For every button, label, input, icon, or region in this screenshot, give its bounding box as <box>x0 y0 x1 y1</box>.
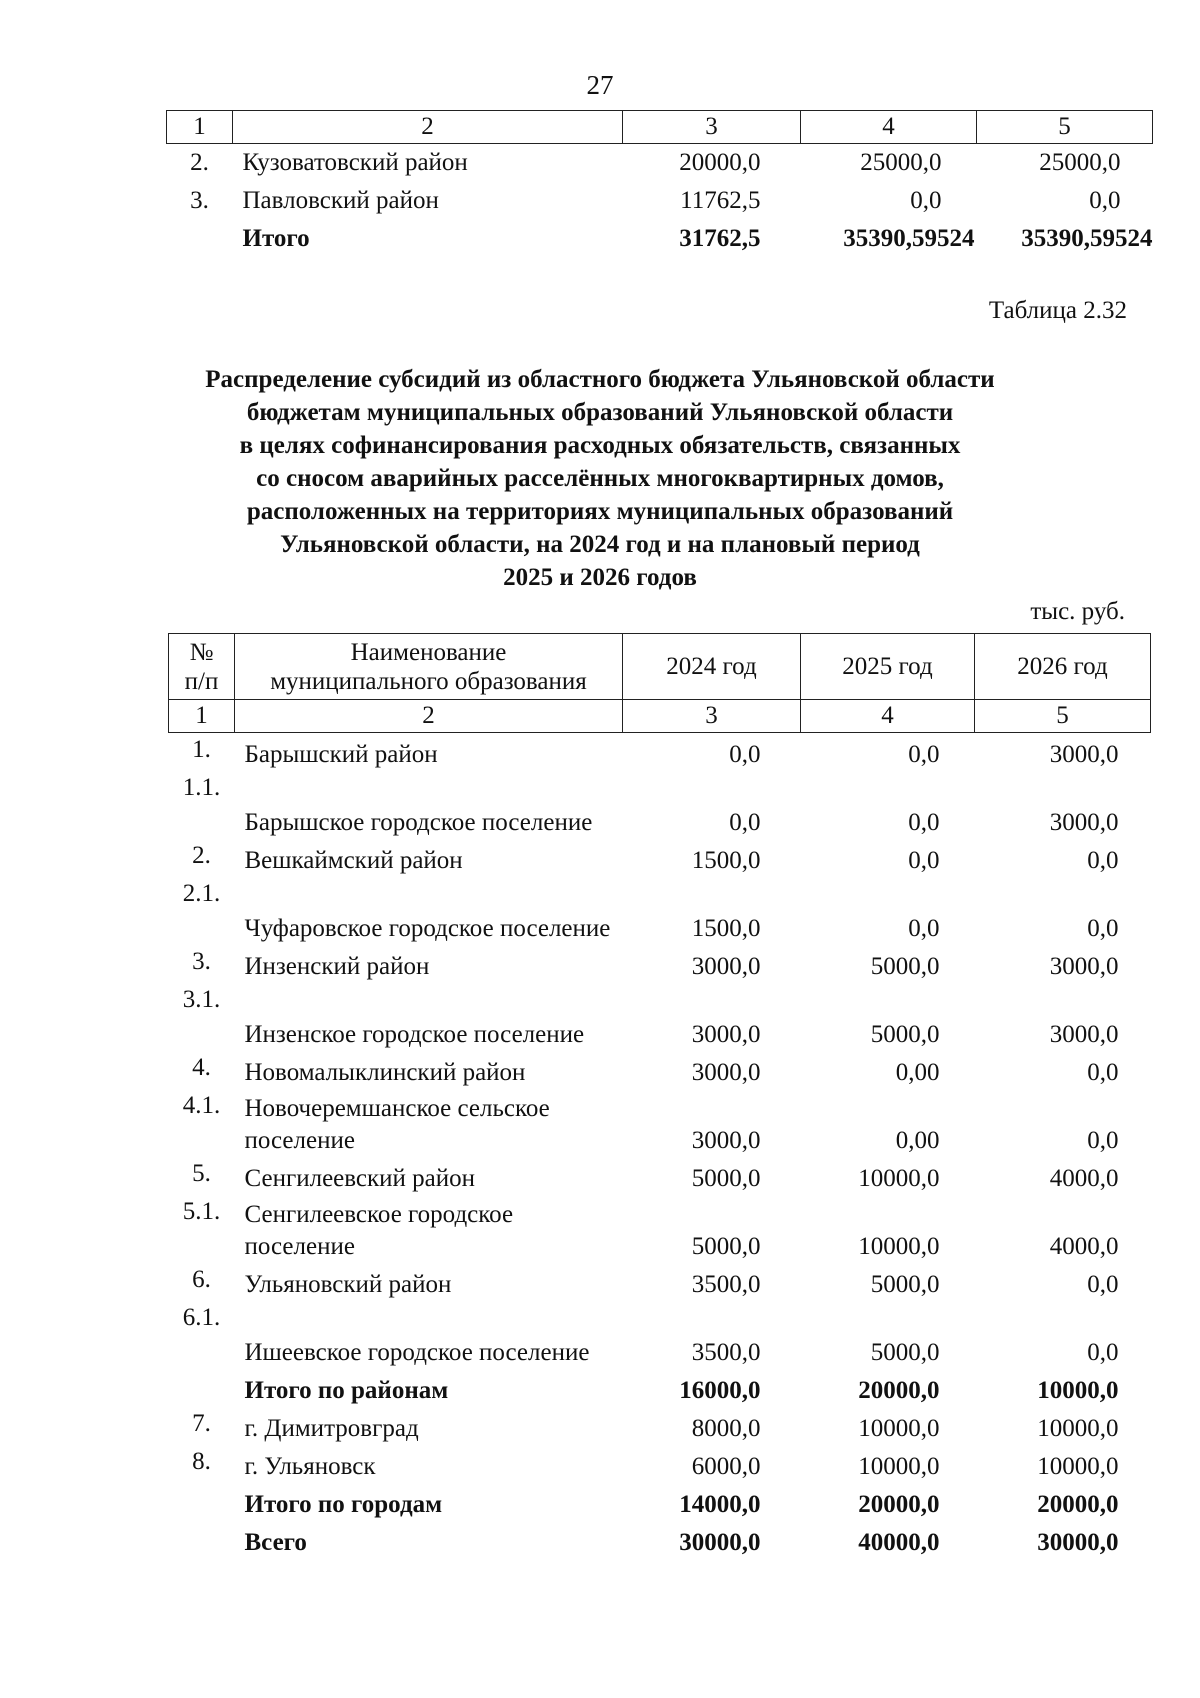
col-number-4: 4 <box>801 700 975 733</box>
value-2026: 3000,0 <box>1049 1021 1119 1048</box>
value-2026: 10000,0 <box>1037 1377 1119 1404</box>
col-number-3: 3 <box>623 700 801 733</box>
total-label: Итого по городам <box>244 1491 443 1518</box>
row-number: 3.1. <box>182 986 221 1013</box>
row-number: 2.1. <box>182 880 221 907</box>
row-name: Кузоватовский район <box>242 149 468 176</box>
value-2026: 0,0 <box>1087 847 1119 874</box>
row-number: 8. <box>192 1448 211 1475</box>
col-number-5: 5 <box>977 111 1153 144</box>
header-number <box>169 634 235 700</box>
value-2024: 11762,5 <box>680 187 761 214</box>
header-number-line1: № <box>189 638 214 666</box>
table-row <box>167 182 1153 220</box>
value-2026: 0,0 <box>1087 1059 1119 1086</box>
value-2024: 14000,0 <box>679 1491 761 1518</box>
value-2025: 10000,0 <box>858 1453 940 1480</box>
row-number: 4. <box>192 1054 211 1081</box>
value-2025: 0,0 <box>910 187 942 214</box>
value-2026: 3000,0 <box>1049 809 1119 836</box>
total-row <box>169 1483 1151 1521</box>
value-2026: 0,0 <box>1087 1339 1119 1366</box>
value-2024: 1500,0 <box>691 847 761 874</box>
total-row <box>169 1369 1151 1407</box>
value-2026: 25000,0 <box>1039 149 1121 176</box>
row-number: 1. <box>192 736 211 763</box>
header-2024: 2024 год <box>623 634 801 700</box>
row-number <box>169 1483 235 1521</box>
table-row <box>169 877 1151 945</box>
value-2025: 5000,0 <box>870 953 940 980</box>
total-2024: 31762,5 <box>679 225 761 252</box>
table-row <box>169 771 1151 839</box>
row-number <box>169 1521 235 1559</box>
page-number: 27 <box>586 70 614 100</box>
row-number: 4.1. <box>182 1092 221 1119</box>
row-name: Ишеевское городское поселение <box>244 1339 590 1366</box>
value-2026: 3000,0 <box>1049 741 1119 768</box>
value-2026: 0,0 <box>1089 187 1121 214</box>
value-2025: 0,00 <box>895 1127 940 1154</box>
row-name: Новочеремшанское сельское поселение <box>244 1095 550 1154</box>
value-2024: 30000,0 <box>679 1529 761 1556</box>
value-2025: 0,00 <box>895 1059 940 1086</box>
row-name: Барышское городское поселение <box>244 809 593 836</box>
header-2026: 2026 год <box>975 634 1151 700</box>
row-name: Сенгилеевское городское поселение <box>244 1201 514 1260</box>
value-2024: 0,0 <box>729 809 761 836</box>
table-row <box>169 733 1151 772</box>
value-2024: 3000,0 <box>691 1059 761 1086</box>
value-2026: 10000,0 <box>1037 1415 1119 1442</box>
value-2025: 5000,0 <box>870 1021 940 1048</box>
value-2024: 8000,0 <box>691 1415 761 1442</box>
value-2026: 4000,0 <box>1049 1233 1119 1260</box>
row-name: Инзенское городское поселение <box>244 1021 585 1048</box>
column-numbers-row <box>169 700 1151 733</box>
value-2025: 0,0 <box>908 741 940 768</box>
row-number: 2. <box>190 149 209 176</box>
value-2025: 20000,0 <box>858 1491 940 1518</box>
total-label: Всего <box>244 1529 307 1556</box>
value-2025: 20000,0 <box>858 1377 940 1404</box>
title-line: Распределение субсидий из областного бюджета Ульяновской области <box>205 366 995 393</box>
value-2025: 10000,0 <box>858 1165 940 1192</box>
subsidy-table <box>168 633 1151 1559</box>
value-2025: 5000,0 <box>870 1271 940 1298</box>
value-2026: 20000,0 <box>1037 1491 1119 1518</box>
title-line: бюджетам муниципальных образований Ульяновской области <box>246 399 954 426</box>
unit-label: тыс. руб. <box>1030 598 1125 625</box>
header-2025: 2025 год <box>801 634 975 700</box>
header-name-line2: муниципального образования <box>270 667 587 695</box>
value-2025: 40000,0 <box>858 1529 940 1556</box>
row-number: 2. <box>192 842 211 869</box>
col-number-2: 2 <box>233 111 623 144</box>
col-number-1: 1 <box>167 111 233 144</box>
value-2024: 16000,0 <box>679 1377 761 1404</box>
row-number <box>169 1369 235 1407</box>
value-2024: 5000,0 <box>691 1165 761 1192</box>
table-row <box>169 983 1151 1051</box>
header-name <box>235 634 623 700</box>
table-row <box>169 1089 1151 1157</box>
table-title <box>0 363 1200 594</box>
value-2024: 1500,0 <box>691 915 761 942</box>
row-number: 7. <box>192 1410 211 1437</box>
value-2024: 3500,0 <box>691 1271 761 1298</box>
value-2025: 0,0 <box>908 809 940 836</box>
value-2024: 3000,0 <box>691 1021 761 1048</box>
row-name: Инзенский район <box>244 953 430 980</box>
row-number: 1.1. <box>182 774 221 801</box>
table-row <box>169 1445 1151 1483</box>
row-name: Чуфаровское городское поселение <box>244 915 611 942</box>
row-name: Павловский район <box>242 187 439 214</box>
value-2026: 0,0 <box>1087 1271 1119 1298</box>
value-2026: 0,0 <box>1087 915 1119 942</box>
table-row <box>169 839 1151 877</box>
row-number: 6.1. <box>182 1304 221 1331</box>
value-2026: 10000,0 <box>1037 1453 1119 1480</box>
title-line: со сносом аварийных расселённых многоквартирных домов, <box>256 465 944 492</box>
row-name: Барышский район <box>244 741 438 768</box>
row-number: 5.1. <box>182 1198 221 1225</box>
table-row <box>169 1051 1151 1089</box>
table-row <box>167 144 1153 183</box>
row-name: г. Ульяновск <box>244 1453 376 1480</box>
table-row <box>169 945 1151 983</box>
table-row <box>169 1263 1151 1301</box>
row-name: Вешкаймский район <box>244 847 463 874</box>
row-number: 5. <box>192 1160 211 1187</box>
col-number-3: 3 <box>623 111 801 144</box>
row-number: 6. <box>192 1266 211 1293</box>
table-row <box>169 1157 1151 1195</box>
total-label: Итого по районам <box>244 1377 449 1404</box>
value-2024: 6000,0 <box>691 1453 761 1480</box>
continuation-table <box>166 110 1153 258</box>
table-row <box>169 1195 1151 1263</box>
value-2025: 10000,0 <box>858 1233 940 1260</box>
title-line: Ульяновской области, на 2024 год и на плановый период <box>280 531 920 558</box>
title-line: в целях софинансирования расходных обязательств, связанных <box>239 432 961 459</box>
row-name: Ульяновский район <box>244 1271 452 1298</box>
continuation-total-row <box>167 220 1153 258</box>
total-2025: 35390,59524 <box>843 225 975 252</box>
value-2024: 5000,0 <box>691 1233 761 1260</box>
row-number: 3. <box>192 948 211 975</box>
total-2026: 35390,59524 <box>1021 225 1153 252</box>
value-2025: 0,0 <box>908 915 940 942</box>
row-number: 3. <box>190 187 209 214</box>
col-number-2: 2 <box>235 700 623 733</box>
value-2026: 0,0 <box>1087 1127 1119 1154</box>
value-2025: 0,0 <box>908 847 940 874</box>
value-2024: 0,0 <box>729 741 761 768</box>
total-row <box>169 1521 1151 1559</box>
title-line: 2025 и 2026 годов <box>503 564 697 591</box>
value-2024: 20000,0 <box>679 149 761 176</box>
row-name: г. Димитровград <box>244 1415 419 1442</box>
title-line: расположенных на территориях муниципальных образований <box>246 498 954 525</box>
total-label: Итого <box>242 225 310 252</box>
value-2024: 3000,0 <box>691 953 761 980</box>
header-name-line1: Наименование <box>350 638 507 666</box>
value-2026: 3000,0 <box>1049 953 1119 980</box>
row-name: Сенгилеевский район <box>244 1165 476 1192</box>
value-2026: 4000,0 <box>1049 1165 1119 1192</box>
header-number-line2: п/п <box>184 667 219 695</box>
col-number-1: 1 <box>169 700 235 733</box>
table-row <box>169 1407 1151 1445</box>
value-2025: 10000,0 <box>858 1415 940 1442</box>
row-name: Новомалыклинский район <box>244 1059 526 1086</box>
continuation-header-row <box>167 111 1153 144</box>
table-row <box>169 1301 1151 1369</box>
table-header-row <box>169 634 1151 700</box>
value-2025: 25000,0 <box>860 149 942 176</box>
value-2024: 3000,0 <box>691 1127 761 1154</box>
col-number-5: 5 <box>975 700 1151 733</box>
value-2025: 5000,0 <box>870 1339 940 1366</box>
col-number-4: 4 <box>801 111 977 144</box>
value-2024: 3500,0 <box>691 1339 761 1366</box>
value-2026: 30000,0 <box>1037 1529 1119 1556</box>
table-caption-number: Таблица 2.32 <box>988 297 1127 324</box>
